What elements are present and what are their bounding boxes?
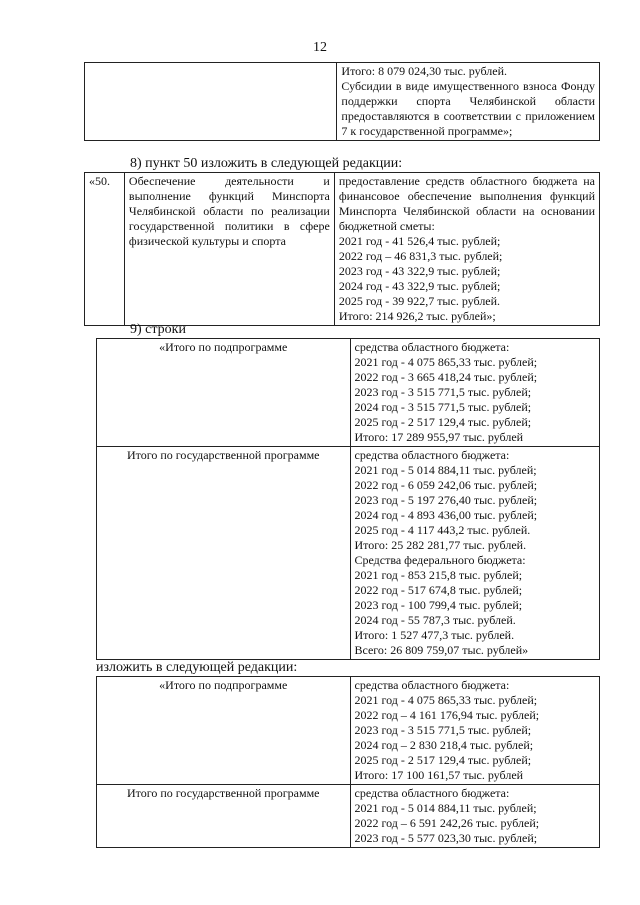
value-line: 2025 год - 2 517 129,4 тыс. рублей; <box>354 753 532 767</box>
item8-total: Итого: 214 926,2 тыс. рублей»; <box>338 309 496 323</box>
new-edition-table <box>96 676 600 848</box>
item8-year-line: 2021 год - 41 526,4 тыс. рублей; <box>338 234 501 248</box>
value-line: Итого: 1 527 477,3 тыс. рублей. <box>354 628 515 642</box>
value-line: 2023 год - 5 577 023,30 тыс. рублей; <box>354 831 538 845</box>
item8-description: предоставление средств областного бюджета на финансовое обеспечение выполнения функций Минспорта Челябинской области на основании бюджетной сметы: <box>338 174 595 233</box>
item8-year-line: 2023 год - 43 322,9 тыс. рублей; <box>338 264 501 278</box>
item8-years <box>339 234 595 324</box>
top-table <box>84 62 600 141</box>
value-line: 2021 год - 5 014 884,11 тыс. рублей; <box>354 463 537 477</box>
value-line: средства областного бюджета: <box>354 786 510 800</box>
item9-table <box>96 338 600 660</box>
value-line: 2021 год - 4 075 865,33 тыс. рублей; <box>354 693 538 707</box>
value-line: средства областного бюджета: <box>354 678 510 692</box>
value-line: 2022 год - 517 674,8 тыс. рублей; <box>354 583 523 597</box>
value-line: 2023 год - 3 515 771,5 тыс. рублей; <box>354 723 532 737</box>
value-line: Итого: 25 282 281,77 тыс. рублей. <box>354 538 527 552</box>
new-row2-label: Итого по государственной программе <box>97 785 351 848</box>
value-line: 2022 год – 6 591 242,26 тыс. рублей; <box>354 816 540 830</box>
item8-heading: 8) пункт 50 изложить в следующей редакции: <box>130 156 403 171</box>
value-line: 2021 год - 4 075 865,33 тыс. рублей; <box>354 355 538 369</box>
value-line: 2024 год – 2 830 218,4 тыс. рублей; <box>354 738 534 752</box>
item8-year-line: 2022 год – 46 831,3 тыс. рублей; <box>338 249 503 263</box>
value-line: Итого: 17 100 161,57 тыс. рублей <box>354 768 524 782</box>
new-row1-values <box>350 677 600 785</box>
item9-row1-values <box>350 339 600 447</box>
value-line: 2022 год – 4 161 176,94 тыс. рублей; <box>354 708 540 722</box>
value-line: Средства федерального бюджета: <box>354 553 526 567</box>
value-line: 2023 год - 3 515 771,5 тыс. рублей; <box>354 385 532 399</box>
new-row1-label: «Итого по подпрограмме <box>97 677 351 785</box>
value-line: средства областного бюджета: <box>354 340 510 354</box>
value-line: средства областного бюджета: <box>354 448 510 462</box>
item8-content-cell <box>334 173 599 326</box>
top-table-note: Субсидии в виде имущественного взноса Фонду поддержки спорта Челябинской области предоставляются в соответствии с приложением 7 к государственной программе»; <box>341 79 595 138</box>
value-line: 2023 год - 5 197 276,40 тыс. рублей; <box>354 493 538 507</box>
item9-row1-label: «Итого по подпрограмме <box>97 339 351 447</box>
value-line: 2025 год - 2 517 129,4 тыс. рублей; <box>354 415 532 429</box>
value-line: 2024 год - 3 515 771,5 тыс. рублей; <box>354 400 532 414</box>
item9-row2-label: Итого по государственной программе <box>97 447 351 660</box>
new-row2-values <box>350 785 600 848</box>
value-line: Всего: 26 809 759,07 тыс. рублей» <box>354 643 529 657</box>
value-line: 2021 год - 853 215,8 тыс. рублей; <box>354 568 523 582</box>
value-line: 2022 год - 3 665 418,24 тыс. рублей; <box>354 370 538 384</box>
top-table-total: Итого: 8 079 024,30 тыс. рублей. <box>341 64 507 78</box>
item9-heading: 9) строки <box>130 322 186 337</box>
item8-year-line: 2025 год - 39 922,7 тыс. рублей. <box>338 294 501 308</box>
value-line: 2023 год - 100 799,4 тыс. рублей; <box>354 598 523 612</box>
value-line: 2024 год - 4 893 436,00 тыс. рублей; <box>354 508 538 522</box>
item8-year-line: 2024 год - 43 322,9 тыс. рублей; <box>338 279 501 293</box>
item8-number: «50. <box>85 173 125 326</box>
value-line: 2021 год - 5 014 884,11 тыс. рублей; <box>354 801 537 815</box>
value-line: 2022 год - 6 059 242,06 тыс. рублей; <box>354 478 538 492</box>
top-table-empty-cell <box>85 63 337 141</box>
value-line: 2024 год - 55 787,3 тыс. рублей. <box>354 613 516 627</box>
new-edition-heading: изложить в следующей редакции: <box>96 660 298 675</box>
value-line: 2025 год - 4 117 443,2 тыс. рублей. <box>354 523 531 537</box>
item9-row2-values <box>350 447 600 660</box>
top-table-content-cell <box>337 63 600 141</box>
item8-table <box>84 172 600 326</box>
value-line: Итого: 17 289 955,97 тыс. рублей <box>354 430 524 444</box>
page-number: 12 <box>313 40 327 55</box>
item8-name: Обеспечение деятельности и выполнение функций Минспорта Челябинской области по реализации государственной политики в сфере физической культуры и спорта <box>124 173 334 326</box>
